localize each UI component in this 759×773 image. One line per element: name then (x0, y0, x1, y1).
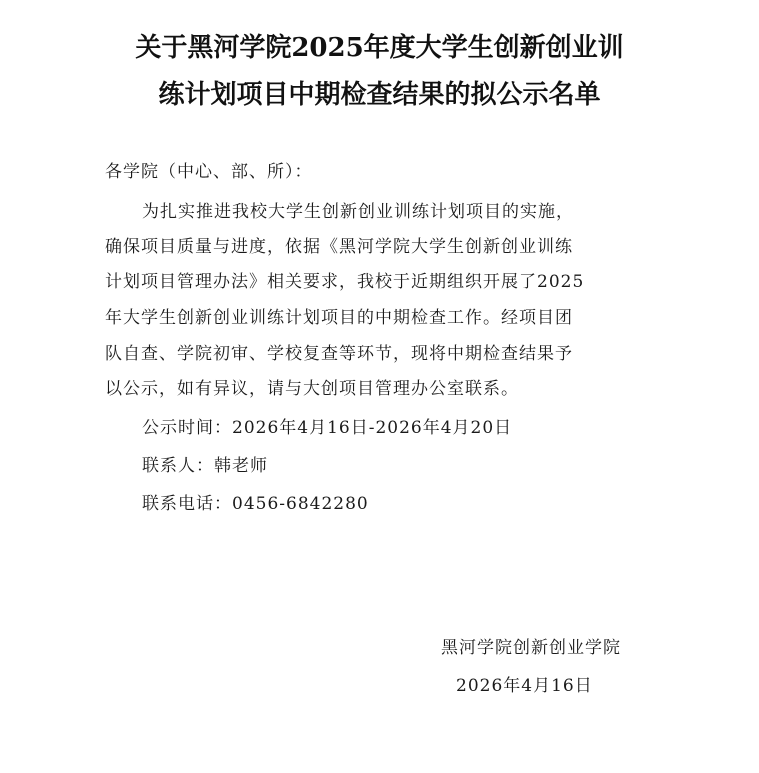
body-paragraph-line: 确保项目质量与进度，依据《黑河学院大学生创新创业训练 (105, 237, 573, 257)
body-paragraph-line: 年大学生创新创业训练计划项目的中期检查工作。经项目团 (105, 308, 573, 328)
body-paragraph-line: 队自查、学院初审、学校复查等环节，现将中期检查结果予 (105, 344, 573, 364)
signature-organization: 黑河学院创新创业学院 (441, 638, 621, 658)
document-title-line-2: 练计划项目中期检查结果的拟公示名单 (158, 80, 601, 110)
body-paragraph-line: 计划项目管理办法》相关要求，我校于近期组织开展了2025 (105, 272, 585, 292)
notice-period: 公示时间：2026年4月16日-2026年4月20日 (142, 418, 513, 438)
contact-phone: 联系电话：0456-6842280 (142, 494, 369, 514)
signature-date: 2026年4月16日 (456, 676, 593, 696)
salutation: 各学院（中心、部、所）： (105, 162, 313, 182)
contact-person: 联系人：韩老师 (142, 456, 268, 476)
document-title-line-1: 关于黑河学院2025年度大学生创新创业训 (135, 33, 624, 63)
body-paragraph-line: 为扎实推进我校大学生创新创业训练计划项目的实施， (142, 202, 574, 222)
body-paragraph-line: 以公示，如有异议，请与大创项目管理办公室联系。 (105, 379, 519, 399)
